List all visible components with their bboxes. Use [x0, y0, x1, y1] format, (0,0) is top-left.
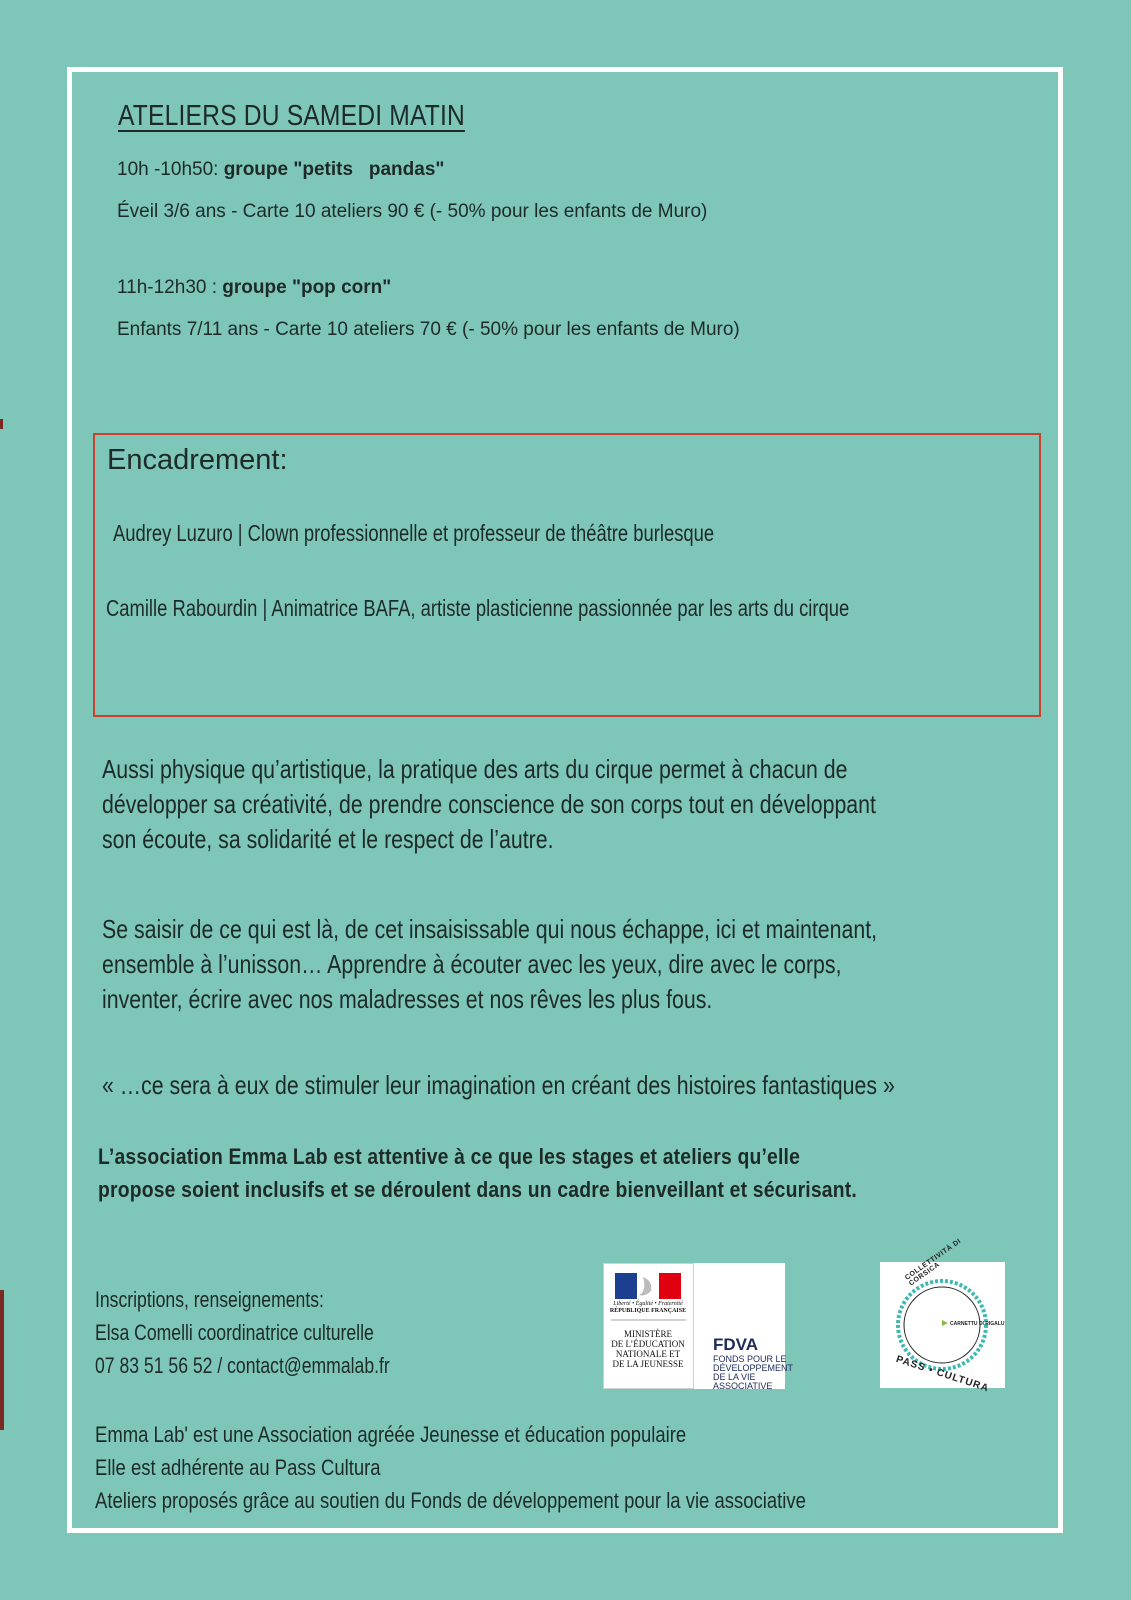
fdva-acronym: FDVA: [713, 1335, 759, 1354]
contact-heading: Inscriptions, renseignements:: [95, 1287, 324, 1312]
staff-line-2: Camille Rabourdin | Animatrice BAFA, artiste plasticienne passionnée par les arts du cirque: [106, 595, 850, 621]
page-title: ATELIERS DU SAMEDI MATIN: [118, 100, 465, 132]
schedule-line-2: [117, 278, 391, 297]
footer-line: Emma Lab' est une Association agréée Jeunesse et éducation populaire: [95, 1422, 687, 1447]
pass-cultura-badge: CARNETTU DI RIGALU: [950, 1321, 1005, 1327]
pass-cultura-brand: PASS • CULTURA: [894, 1354, 991, 1395]
republique-name: RÉPUBLIQUE FRANÇAISE: [609, 1308, 687, 1314]
contact-person: Elsa Comelli coordinatrice culturelle: [95, 1320, 374, 1345]
inclusion-note: [98, 1140, 857, 1206]
text-line: développer sa créativité, de prendre conscience de son corps tout en développant: [102, 789, 876, 819]
schedule-details-2: Enfants 7/11 ans - Carte 10 ateliers 70 € (- 50% pour les enfants de Muro): [117, 319, 740, 340]
description-paragraph-2: [102, 912, 877, 1017]
pass-cultura-ring-text: COLLETTIVITÀ DI CORSICA: [904, 1237, 963, 1288]
quote: « …ce sera à eux de stimuler leur imagination en créant des histoires fantastiques »: [102, 1070, 895, 1100]
edge-mark: [0, 419, 3, 429]
fdva-line: DÉVELOPPEMENT: [713, 1363, 794, 1373]
fdva-fullname: [713, 1355, 793, 1391]
republique-motto: Liberté • Égalité • Fraternité: [613, 1301, 683, 1307]
text-line: son écoute, sa solidarité et le respect de l’autre.: [102, 824, 554, 854]
text-line: Se saisir de ce qui est là, de cet insaisissable qui nous échappe, ici et maintenant,: [102, 914, 878, 944]
fdva-line: FONDS POUR LE: [713, 1354, 787, 1364]
ministry-line: DE LA JEUNESSE: [612, 1359, 684, 1369]
pass-cultura-logo: [880, 1237, 1005, 1395]
staff-line-1: Audrey Luzuro | Clown professionnelle et professeur de théâtre burlesque: [113, 520, 715, 546]
footer-line: Elle est adhérente au Pass Cultura: [95, 1455, 381, 1480]
schedule-line-1: [117, 160, 444, 179]
text-line: inventer, écrire avec nos maladresses et nos rêves les plus fous.: [102, 984, 713, 1014]
text-line: ensemble à l’unisson… Apprendre à écouter avec les yeux, dire avec le corps,: [102, 949, 842, 979]
ministry-name: [607, 1329, 689, 1369]
contact-block: [95, 1283, 390, 1382]
schedule-time: 10h -10h50:: [117, 159, 219, 180]
contact-line: 07 83 51 56 52 / contact@emmalab.fr: [95, 1353, 390, 1378]
edge-strip: [0, 1290, 4, 1430]
footer-line: Ateliers proposés grâce au soutien du Fonds de développement pour la vie associative: [95, 1488, 806, 1513]
text-line: propose soient inclusifs et se déroulent dans un cadre bienveillant et sécurisant.: [98, 1177, 857, 1202]
text-line: Aussi physique qu’artistique, la pratique des arts du cirque permet à chacun de: [102, 754, 848, 784]
fdva-line: DE LA VIE: [713, 1372, 756, 1382]
fdva-line: ASSOCIATIVE: [713, 1381, 773, 1391]
ministry-fdva-logo: [603, 1263, 794, 1391]
schedule-time: 11h-12h30 :: [117, 277, 218, 298]
schedule-group: groupe "pop corn": [222, 277, 392, 298]
footer-block: [95, 1418, 806, 1517]
ministry-line: DE L’ÉDUCATION: [611, 1339, 685, 1349]
encadrement-title: Encadrement:: [107, 444, 288, 476]
schedule-details-1: Éveil 3/6 ans - Carte 10 ateliers 90 € (- 50% pour les enfants de Muro): [117, 201, 708, 222]
ministry-line: NATIONALE ET: [615, 1349, 681, 1359]
text-line: L’association Emma Lab est attentive à ce que les stages et ateliers qu’elle: [98, 1144, 801, 1169]
description-paragraph-1: [102, 752, 876, 857]
schedule-group: groupe "petits pandas": [223, 159, 445, 180]
ministry-line: MINISTÈRE: [624, 1329, 672, 1339]
